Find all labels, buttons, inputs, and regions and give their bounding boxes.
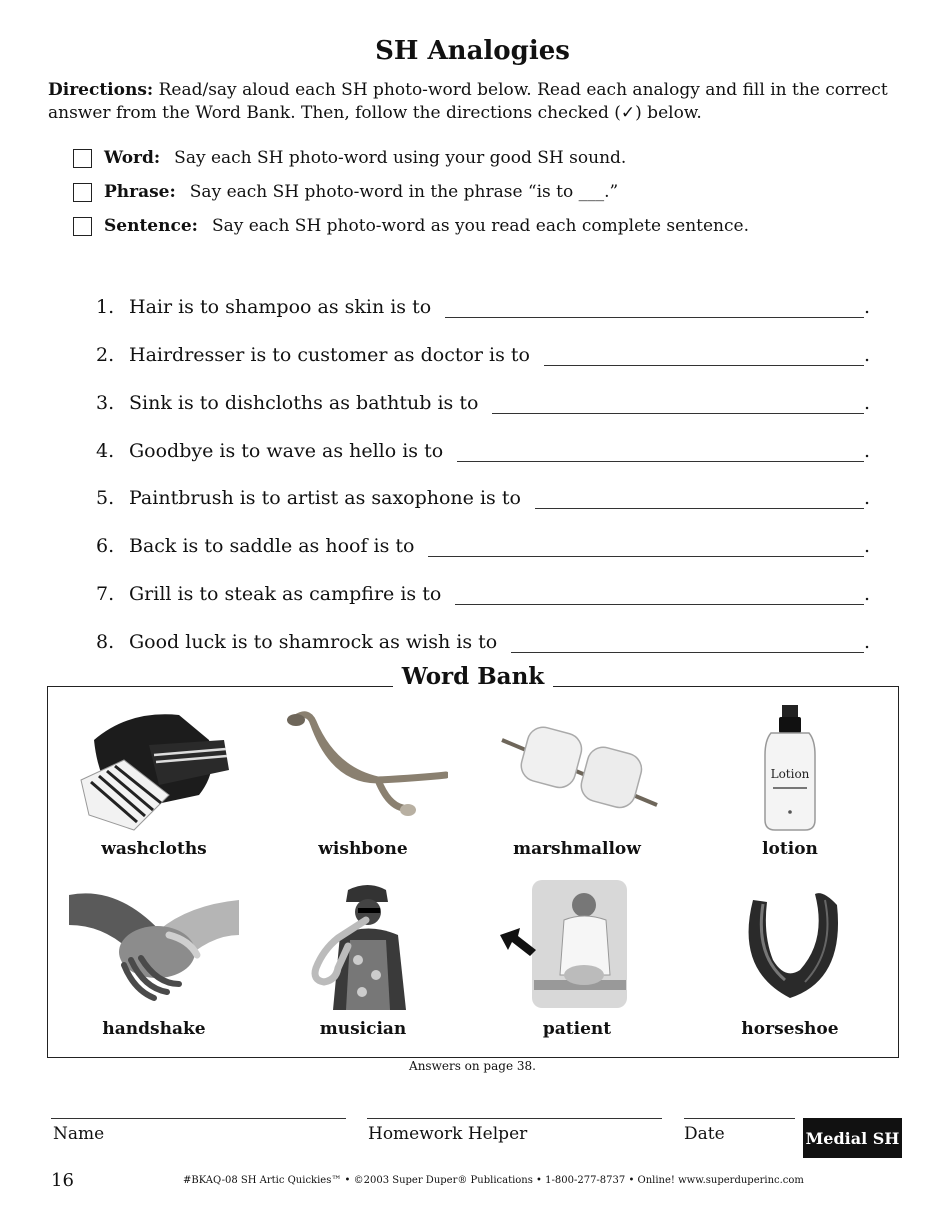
word-bank-item-washcloths — [54, 700, 254, 859]
word-bank-item-horseshoe — [690, 880, 890, 1039]
question-number: 3. — [96, 392, 115, 414]
word-bank-title: Word Bank — [393, 660, 553, 694]
question-row: 2. Hairdresser is to customer as doctor is to . — [96, 344, 871, 366]
question-text: Hairdresser is to customer as doctor is to — [129, 344, 530, 366]
date-label: Date — [684, 1124, 725, 1144]
phrase-checkbox[interactable] — [73, 183, 92, 202]
word-bank-label: marshmallow — [513, 839, 641, 859]
checklist-text: Say each SH photo-word using your good SH sound. — [174, 148, 627, 168]
question-text: Good luck is to shamrock as wish is to — [129, 631, 498, 653]
question-row: 8. Good luck is to shamrock as wish is to . — [96, 631, 871, 653]
question-text: Sink is to dishcloths as bathtub is to — [129, 392, 479, 414]
page-number: 16 — [51, 1170, 74, 1191]
word-checkbox[interactable] — [73, 149, 92, 168]
directions-text: Read/say aloud each SH photo-word below. Read each analogy and fill in the correct answer from the Word Bank. Then, follow the directions checked (✓) below. — [48, 80, 888, 123]
word-bank-label: musician — [319, 1019, 407, 1039]
question-row: 3. Sink is to dishcloths as bathtub is to . — [96, 392, 871, 414]
checklist-text: Say each SH photo-word as you read each complete sentence. — [211, 216, 749, 236]
medial-sh-badge: Medial SH — [803, 1118, 902, 1158]
checklist-item-word — [73, 146, 626, 170]
word-bank-label: patient — [542, 1019, 612, 1039]
page-title: SH Analogies — [375, 36, 570, 66]
checklist-label: Sentence: — [104, 216, 198, 236]
word-bank-item-marshmallow — [477, 700, 677, 859]
question-row: 4. Goodbye is to wave as hello is to . — [96, 440, 871, 462]
question-row: 1. Hair is to shampoo as skin is to . — [96, 296, 871, 318]
answer-blank[interactable] — [457, 441, 864, 462]
word-bank-label: wishbone — [318, 839, 408, 859]
footer-text: #BKAQ-08 SH Artic Quickies™ • ©2003 Super Duper® Publications • 1-800-277-8737 • Online! www.superduperinc.com — [183, 1175, 804, 1186]
washcloths-image — [69, 700, 239, 835]
word-bank-item-handshake — [54, 880, 254, 1039]
musician-image — [278, 880, 448, 1015]
patient-image — [492, 880, 662, 1015]
marshmallow-image — [492, 700, 662, 835]
answer-blank[interactable] — [492, 393, 864, 414]
word-bank-label: lotion — [762, 839, 818, 859]
sentence-checkbox[interactable] — [73, 217, 92, 236]
date-signature-line[interactable] — [684, 1118, 795, 1119]
word-bank-label: washcloths — [101, 839, 207, 859]
word-bank-label: horseshoe — [741, 1019, 839, 1039]
lotion-image — [705, 700, 875, 835]
name-signature-line[interactable] — [51, 1118, 346, 1119]
question-number: 4. — [96, 440, 115, 462]
question-number: 7. — [96, 583, 115, 605]
question-text: Goodbye is to wave as hello is to — [129, 440, 444, 462]
horseshoe-image — [705, 880, 875, 1015]
checklist-label: Phrase: — [104, 182, 176, 202]
lotion-bottle-text: Lotion — [770, 767, 810, 781]
question-text: Paintbrush is to artist as saxophone is to — [129, 487, 521, 509]
checklist-label: Word: — [104, 148, 161, 168]
question-number: 1. — [96, 296, 115, 318]
question-number: 5. — [96, 487, 115, 509]
word-bank-item-musician — [263, 880, 463, 1039]
name-label: Name — [53, 1124, 105, 1144]
checklist-item-sentence — [73, 214, 749, 238]
helper-label: Homework Helper — [368, 1124, 528, 1144]
question-row: 5. Paintbrush is to artist as saxophone is to . — [96, 487, 871, 509]
answer-blank[interactable] — [544, 345, 864, 366]
answer-blank[interactable] — [535, 488, 864, 509]
question-text: Grill is to steak as campfire is to — [129, 583, 442, 605]
wishbone-image — [278, 700, 448, 835]
answer-blank[interactable] — [445, 297, 864, 318]
question-row: 7. Grill is to steak as campfire is to . — [96, 583, 871, 605]
answer-blank[interactable] — [455, 584, 864, 605]
word-bank-item-patient — [477, 880, 677, 1039]
answer-blank[interactable] — [428, 536, 864, 557]
question-number: 8. — [96, 631, 115, 653]
question-text: Hair is to shampoo as skin is to — [129, 296, 432, 318]
question-number: 2. — [96, 344, 115, 366]
helper-signature-line[interactable] — [367, 1118, 662, 1119]
checklist-item-phrase — [73, 180, 618, 204]
answers-note: Answers on page 38. — [409, 1059, 536, 1073]
question-text: Back is to saddle as hoof is to — [129, 535, 415, 557]
directions-label: Directions: — [48, 80, 154, 100]
word-bank-label: handshake — [102, 1019, 206, 1039]
question-row: 6. Back is to saddle as hoof is to . — [96, 535, 871, 557]
question-number: 6. — [96, 535, 115, 557]
checklist-text: Say each SH photo-word in the phrase “is to ___.” — [189, 182, 619, 202]
word-bank-item-lotion — [690, 700, 890, 859]
word-bank-item-wishbone — [263, 700, 463, 859]
directions — [48, 79, 908, 125]
handshake-image — [69, 880, 239, 1015]
answer-blank[interactable] — [511, 632, 864, 653]
